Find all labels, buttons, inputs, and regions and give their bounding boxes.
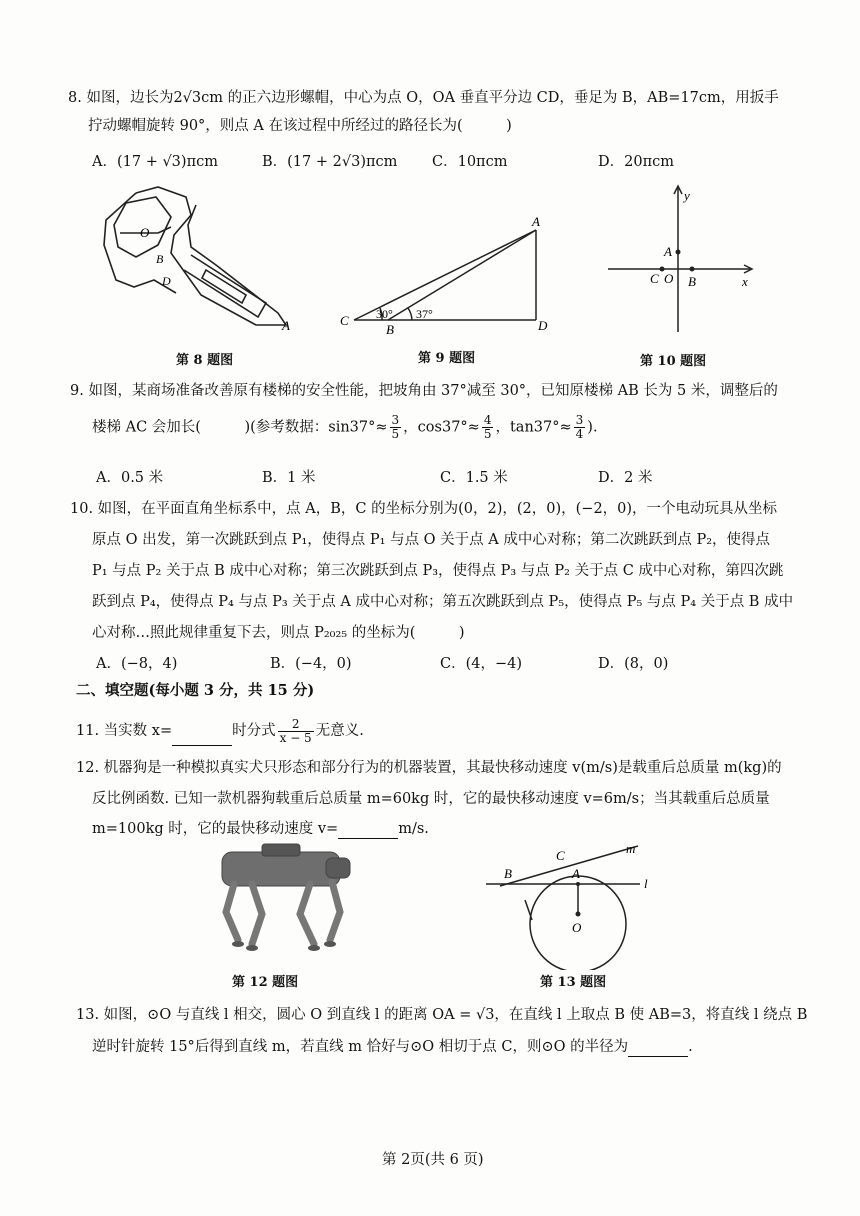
q13-end-text: . xyxy=(688,1039,693,1055)
fig9-label-c: C xyxy=(340,313,349,328)
q10-line4: 跃到点 P₄，使得点 P₄ 与点 P₃ 关于点 A 成中心对称；第五次跳跃到点 P₅，使得点 P₅ 与点 P₄ 关于点 B 成中 xyxy=(92,594,794,610)
q11-fraction: $\frac{2}{x - 5}$ xyxy=(279,716,312,745)
q9-cos-text: ，cos37°≈ xyxy=(403,419,480,436)
fig13-label-m: m xyxy=(626,841,636,856)
q9-line1: 9. 如图，某商场准备改善原有楼梯的安全性能，把坡角由 37°减至 30°，已知原楼梯 AB 长为 5 米，调整后的 xyxy=(70,383,778,399)
fig9-label-a: A xyxy=(532,214,540,229)
q12-line3 xyxy=(92,819,429,839)
fig9-angle-30: 30° xyxy=(376,307,393,321)
q9-fraction-sin: $\frac{3}{5}$ xyxy=(391,413,400,441)
q13-line2-text: 逆时针旋转 15°后得到直线 m，若直线 m 恰好与⊙O 相切于点 C，则⊙O 的半径为 xyxy=(92,1039,629,1055)
figure-10-axes xyxy=(600,182,760,342)
fig10-caption: 第 10 题图 xyxy=(640,354,707,369)
q10-line1: 10. 如图，在平面直角坐标系中，点 A，B，C 的坐标分别为(0，2)，(2，0)，(−2，0)，一个电动玩具从坐标 xyxy=(70,501,778,517)
q11-post-text: 无意义. xyxy=(315,723,364,739)
fig13-caption: 第 13 题图 xyxy=(540,975,607,990)
q10-option-d: D．(8，0) xyxy=(598,656,669,672)
q10-line2: 原点 O 出发，第一次跳跃到点 P₁，使得点 P₁ 与点 O 关于点 A 成中心对称；第二次跳跃到点 P₂，使得点 xyxy=(92,532,771,548)
fig13-label-a: A xyxy=(572,866,580,881)
q9-option-b: B．1 米 xyxy=(262,470,316,486)
q8-option-d: D．20πcm xyxy=(598,154,674,170)
fig9-caption: 第 9 题图 xyxy=(418,351,476,366)
q8-line1: 8. 如图，边长为2√3cm 的正六边形螺帽，中心为点 O，OA 垂直平分边 CD，垂足为 B，AB=17cm，用扳手 xyxy=(68,90,779,106)
q9-tan-text: ，tan37°≈ xyxy=(495,419,572,436)
q8-option-b: B．(17 + 2√3)πcm xyxy=(262,154,398,170)
fig13-label-l: l xyxy=(644,876,648,891)
q9-option-a: A．0.5 米 xyxy=(96,470,164,486)
fig10-label-o: O xyxy=(664,271,674,286)
fig8-label-a: A xyxy=(282,318,290,333)
q12-line2: 反比例函数. 已知一款机器狗载重后总质量 m=60kg 时，它的最快移动速度 v=6m/s；当其载重后总质量 xyxy=(92,791,770,807)
fig10-label-a: A xyxy=(664,244,672,259)
figure-9-triangle xyxy=(336,212,556,337)
q10-line3: P₁ 与点 P₂ 关于点 B 成中心对称；第三次跳跃到点 P₃，使得点 P₃ 与点 P₂ 关于点 C 成中心对称，第四次跳 xyxy=(92,563,784,579)
q12-unit-text: m/s. xyxy=(398,821,429,837)
q11-pre-text: 11. 当实数 x= xyxy=(76,723,173,739)
section-2-header: 二、填空题(每小题 3 分，共 15 分) xyxy=(76,682,315,699)
q8-option-a: A．(17 + √3)πcm xyxy=(92,154,218,170)
q12-line3-text: m=100kg 时，它的最快移动速度 v= xyxy=(92,821,339,837)
q9-fraction-tan: $\frac{3}{4}$ xyxy=(575,413,584,441)
figure-13-circle xyxy=(480,840,680,970)
fig10-label-c: C xyxy=(650,271,659,286)
q10-line5: 心对称…照此规律重复下去，则点 P₂₀₂₅ 的坐标为( ) xyxy=(92,625,465,641)
q10-option-c: C．(4，−4) xyxy=(440,656,523,672)
q11-line xyxy=(76,716,364,746)
fig9-label-b: B xyxy=(386,322,394,337)
fig13-label-b: B xyxy=(504,866,512,881)
fig10-label-b: B xyxy=(688,274,696,289)
q10-option-b: B．(−4，0) xyxy=(270,656,352,672)
q9-line2 xyxy=(92,414,598,441)
q12-line1: 12. 机器狗是一种模拟真实犬只形态和部分行为的机器装置，其最快移动速度 v(m/s)是载重后总质量 m(kg)的 xyxy=(76,760,782,776)
q10-option-a: A．(−8，4) xyxy=(96,656,178,672)
q13-line2 xyxy=(92,1037,693,1057)
q13-line1: 13. 如图，⊙O 与直线 l 相交，圆心 O 到直线 l 的距离 OA = √3，在直线 l 上取点 B 使 AB=3，将直线 l 绕点 B xyxy=(76,1007,808,1023)
fig10-label-y: y xyxy=(684,188,690,203)
q9-end-text: ). xyxy=(587,419,598,436)
q9-option-c: C．1.5 米 xyxy=(440,470,508,486)
figure-12-robot-dog xyxy=(212,840,362,958)
q11-mid-text: 时分式 xyxy=(232,723,276,739)
q8-option-c: C．10πcm xyxy=(432,154,508,170)
q9-line2-text: 楼梯 AC 会加长( )(参考数据：sin37°≈ xyxy=(92,419,388,436)
fig8-label-o: O xyxy=(140,225,150,240)
fig12-caption: 第 12 题图 xyxy=(232,975,299,990)
q11-answer-blank[interactable] xyxy=(172,731,232,746)
q12-answer-blank[interactable] xyxy=(338,824,398,839)
fig9-angle-37: 37° xyxy=(416,307,433,321)
figure-8-wrench xyxy=(96,185,306,335)
q8-line2: 拧动螺帽旋转 90°，则点 A 在该过程中所经过的路径长为( ) xyxy=(88,118,512,134)
q9-option-d: D．2 米 xyxy=(598,470,653,486)
fig8-caption: 第 8 题图 xyxy=(176,353,234,368)
fig13-label-c: C xyxy=(556,848,565,863)
q9-fraction-cos: $\frac{4}{5}$ xyxy=(483,413,492,441)
page-footer: 第 2页(共 6 页) xyxy=(382,1152,484,1168)
fig13-label-o: O xyxy=(572,920,582,935)
fig10-label-x: x xyxy=(742,274,748,289)
q13-answer-blank[interactable] xyxy=(628,1042,688,1057)
fig8-label-b: B xyxy=(156,252,164,266)
fig9-label-d: D xyxy=(538,318,548,333)
fig8-label-d: D xyxy=(162,274,171,288)
